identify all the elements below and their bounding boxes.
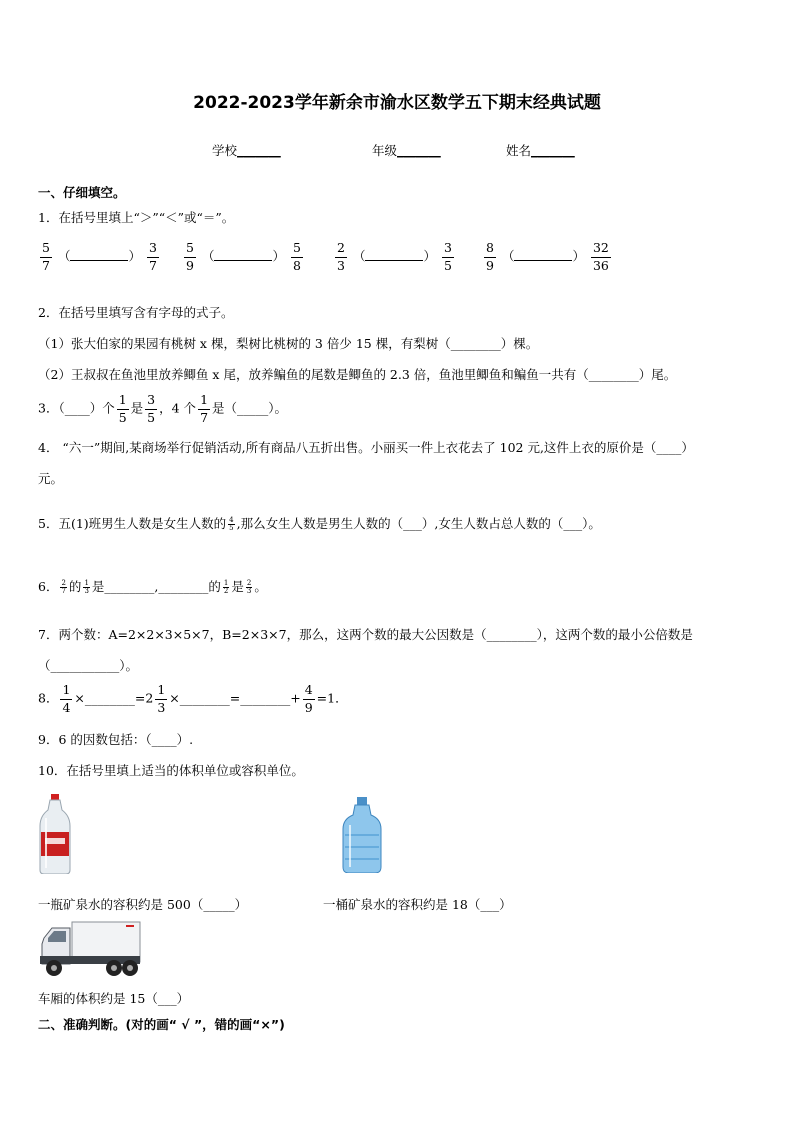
question-7-line-2: （___________）。 xyxy=(38,658,139,673)
fraction: $\frac{3}{7}$ xyxy=(148,240,157,273)
truck-statement: 车厢的体积约是 15（___） xyxy=(38,991,190,1006)
page-title: 2022-2023学年新余市渝水区数学五下期末经典试题 xyxy=(193,93,601,113)
fraction: $\frac{1}{4}$ xyxy=(62,682,71,715)
fraction: $\frac{1}{7}$ xyxy=(200,392,209,425)
q1-pair-4: $\frac{8}{9}$ （ ） $\frac{32}{36}$ xyxy=(486,240,609,273)
question-4-line-1: 4． “六一”期间,某商场举行促销活动,所有商品八五折出售。小丽买一件上衣花去了 102 元,这件上衣的原价是（____） xyxy=(38,440,694,455)
q1-pair-1: $\frac{5}{7}$ （ ） $\frac{3}{7}$ xyxy=(42,240,157,273)
grade-blank: _______ xyxy=(397,143,441,158)
question-7-line-1: 7．两个数：A=2×2×3×5×7，B=2×3×7，那么，这两个数的最大公因数是（________），这两个数的最小公倍数是 xyxy=(38,627,693,642)
question-2-part-1: （1）张大伯家的果园有桃树 x 棵，梨树比桃树的 3 倍少 15 棵，有梨树（________）棵。 xyxy=(38,336,539,351)
name-field xyxy=(506,141,575,159)
section-1-heading: 一、仔细填空。 xyxy=(38,185,126,200)
question-2: 2．在括号里填写含有字母的式子。 xyxy=(38,305,234,320)
name-blank: _______ xyxy=(531,143,575,158)
question-1: 1．在括号里填上“＞”“＜”或“＝”。 xyxy=(38,210,235,225)
question-4-line-2: 元。 xyxy=(38,471,64,486)
question-9: 9．6 的因数包括：（____）. xyxy=(38,732,194,747)
section-2-heading: 二、准确判断。(对的画“ √ ”，错的画“×”) xyxy=(38,1017,285,1032)
fraction: $\frac{4}{5}$ xyxy=(229,516,234,532)
question-5: 5．五(1)班男生人数是女生人数的 $\frac{4}{5}$ ,那么女生人数是男生人数的（___）,女生人数占总人数的（___）。 xyxy=(38,516,601,532)
fraction: $\frac{1}{3}$ xyxy=(157,682,166,715)
school-blank: _______ xyxy=(237,143,281,158)
school-field xyxy=(212,141,281,159)
name-label: 姓名 xyxy=(506,143,532,158)
question-8: 8． $\frac{1}{4}$ ×________=2 $\frac{1}{3}$ ×________=________+ $\frac{4}{9}$ =1． xyxy=(38,682,348,715)
question-10: 10．在括号里填上适当的体积单位或容积单位。 xyxy=(38,763,304,778)
fraction: $\frac{32}{36}$ xyxy=(592,240,609,273)
fraction: $\frac{3}{5}$ xyxy=(147,392,156,425)
question-2-part-2: （2）王叔叔在鱼池里放养鲫鱼 x 尾，放养鳊鱼的尾数是鲫鱼的 2.3 倍，鱼池里鲫鱼和鳊鱼一共有（________）尾。 xyxy=(38,367,677,382)
grade-field xyxy=(372,141,441,159)
fraction: $\frac{2}{3}$ xyxy=(246,579,252,595)
fraction: $\frac{1}{2}$ xyxy=(223,579,229,595)
truck-icon xyxy=(38,920,142,978)
q1-pair-2: $\frac{5}{9}$ （ ） $\frac{5}{8}$ xyxy=(186,240,301,273)
fraction: $\frac{3}{5}$ xyxy=(443,240,452,273)
bottle-statement: 一瓶矿泉水的容积约是 500（_____） xyxy=(38,897,248,912)
bucket-statement: 一桶矿泉水的容积约是 18（___） xyxy=(323,897,512,912)
fraction: $\frac{2}{3}$ xyxy=(337,240,345,273)
fraction: $\frac{5}{9}$ xyxy=(186,240,194,273)
question-6: 6． $\frac{2}{7}$ 的 $\frac{1}{3}$ 是________,________的 $\frac{1}{2}$ 是 $\frac{2}{3}$ 。 xyxy=(38,579,267,595)
grade-label: 年级 xyxy=(372,143,398,158)
school-label: 学校 xyxy=(212,143,238,158)
fraction: $\frac{5}{8}$ xyxy=(292,240,301,273)
fraction: $\frac{8}{9}$ xyxy=(486,240,494,273)
q1-pair-3: $\frac{2}{3}$ （ ） $\frac{3}{5}$ xyxy=(337,240,452,273)
fraction: $\frac{2}{7}$ xyxy=(61,579,66,595)
fraction: $\frac{1}{3}$ xyxy=(84,579,89,595)
water-bucket-icon xyxy=(341,797,383,873)
water-bottle-icon xyxy=(38,794,72,874)
fraction: $\frac{4}{9}$ xyxy=(304,682,313,715)
question-3: 3．（____）个 $\frac{1}{5}$ 是 $\frac{3}{5}$ ，4 个 $\frac{1}{7}$ 是（_____）。 xyxy=(38,392,288,425)
fraction: $\frac{5}{7}$ xyxy=(42,240,50,273)
fraction: $\frac{1}{5}$ xyxy=(118,392,127,425)
